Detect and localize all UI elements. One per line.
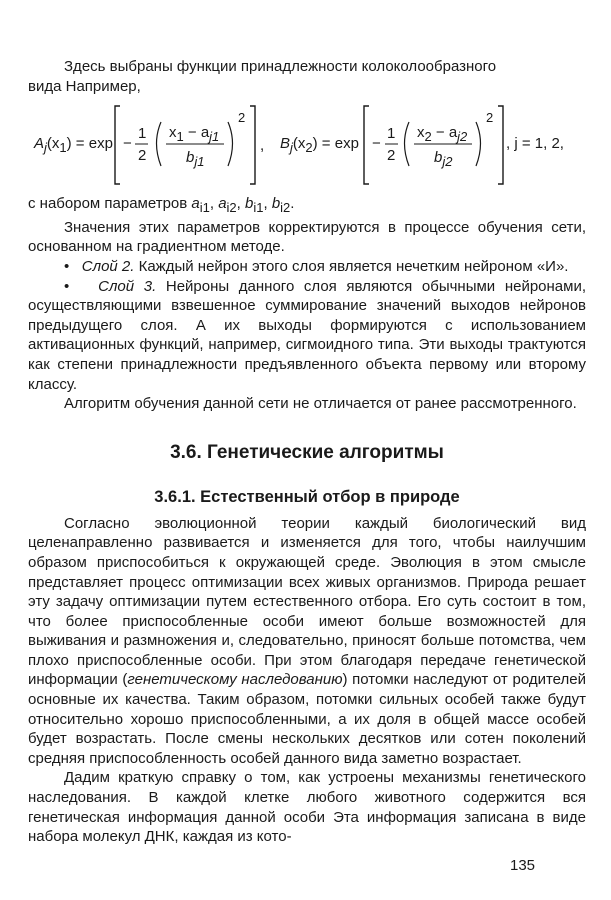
subsection-title: 3.6.1. Естественный отбор в природе xyxy=(154,487,460,506)
formula-b-denominator: $b_{j2}$ xyxy=(434,149,453,170)
formula-a-half-num: 1 xyxy=(138,125,147,143)
paragraph-params: Значения этих параметров корректируются в процессе обучения сети, основанном на градиентном методе. xyxy=(28,218,586,256)
formula-b-lhs: $B_j(x_2) = \exp$ xyxy=(280,135,359,156)
paragraph-algorithm: Алгоритм обучения данной сети не отличается от ранее рассмотренного. xyxy=(64,395,577,413)
intro-line-1: Здесь выбраны функции принадлежности колоколообразного xyxy=(64,58,497,75)
formula-a-lhs: $A_j(x_1) = \exp$ xyxy=(34,135,113,156)
bullet-text: Каждый нейрон этого слоя является нечетким нейроном «И». xyxy=(134,257,569,275)
formula-b-power: 2 xyxy=(486,110,494,126)
params-line: с набором параметров $a_{i1}$, $a_{i2}$, $b_{i1}$, $b_{i2}$. xyxy=(28,195,295,216)
formula-a-power: 2 xyxy=(238,110,246,126)
formula-a-numerator: $x_1 - a_{j1}$ xyxy=(169,124,220,145)
membership-formula xyxy=(28,96,586,194)
page-number: 135 xyxy=(510,857,536,874)
intro-line-2: вида Например, xyxy=(28,77,141,95)
bullet-layer-2 xyxy=(28,257,586,277)
bullet-layer-3 xyxy=(28,277,586,395)
bullet-label: Слой 3. xyxy=(98,277,157,295)
bullet-marker: • xyxy=(64,277,70,295)
formula-b-half-den: 2 xyxy=(387,147,396,165)
formula-b-numerator: $x_2 - a_{j2}$ xyxy=(417,124,468,145)
formula-b-minus: − xyxy=(372,135,381,153)
formula-comma: , xyxy=(260,137,265,155)
paragraph-evolution: Согласно эволюционной теории каждый биологический вид целенаправленно развивается и изменяется для того, чтобы наилучшим образом приспособиться к окружающей среде. Эволюция в этом смысле представляет процесс оптимизации всех живых организмов. Природа решает эту задачу оптимизации путем естественного отбора. Его суть состоит в том, что более приспособленные особи имеют больше возможностей для выживания и размножения и, следовательно, приносят больше потомства, чем плохо приспособленные особи. При этом благодаря передаче генетической информации (генетическому наследованию) потомки наследуют от родителей основные их качества. Таким образом, потомки сильных особей также будут относительно хорошо приспособленными, а их доля в общей массе особей будет возрастать. После смены нескольких десятков или сотен поколений средняя приспособленность особей данного вида заметно возрастает. xyxy=(28,514,586,767)
section-title: 3.6. Генетические алгоритмы xyxy=(170,441,444,463)
formula-tail: , j = 1, 2, xyxy=(506,135,564,153)
paragraph-genetics: Дадим краткую справку о том, как устроены механизмы генетического наследования. В каждой клетке любого животного содержится вся генетическая информация данной особи Эта информация записана в виде набора молекул ДНК, каждая из кото- xyxy=(28,769,586,846)
formula-a-minus: − xyxy=(123,135,132,153)
page-body xyxy=(28,57,586,847)
formula-a-denominator: $b_{j1}$ xyxy=(186,149,205,170)
bullet-text: Нейроны данного слоя являются обычными нейронами, осуществляющими взвешенное суммирование значений выходов нейронов предыдущего слоя. А их выходы формируются с использованием активационных функций, например, сигмоидного типа. Эти выходы трактуются как степени принадлежности предъявленного объекта первому или второму классу. xyxy=(28,277,586,393)
formula-a-half-den: 2 xyxy=(138,147,147,165)
bullet-marker: • xyxy=(64,257,70,275)
formula-b-half-num: 1 xyxy=(387,125,396,143)
bullet-label: Слой 2. xyxy=(81,257,135,275)
